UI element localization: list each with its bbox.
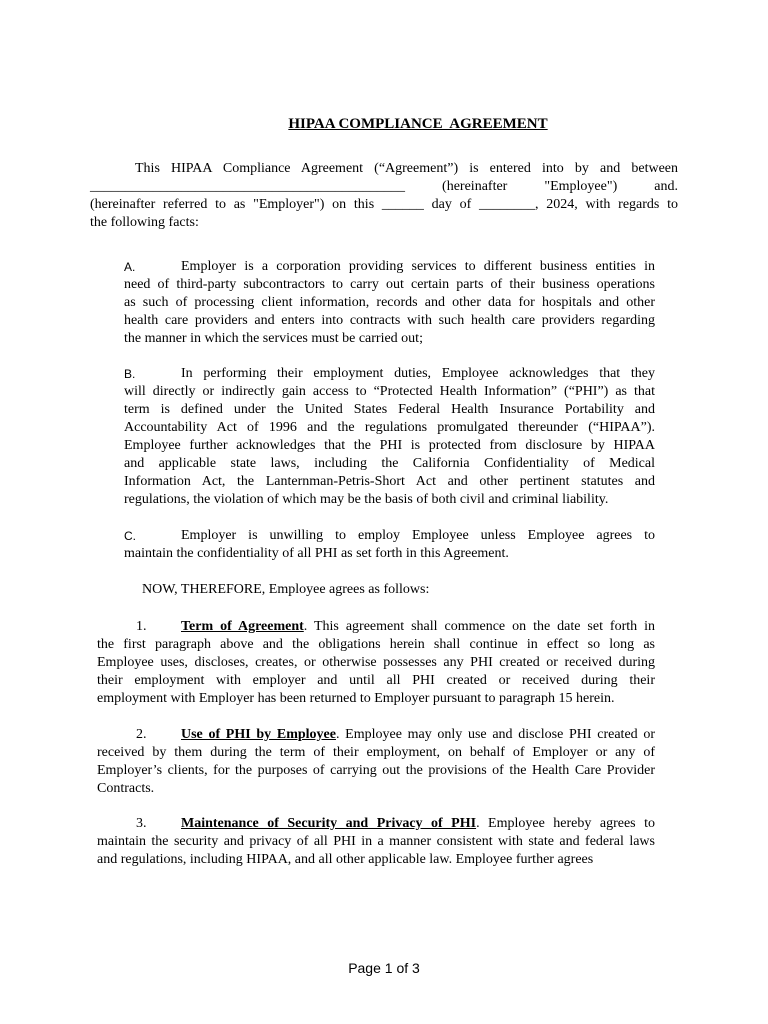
recital-b-line: Information Act, the Lanternman-Petris-Short Act and other pertinent statutes and bbox=[124, 474, 655, 489]
section-1-line: Employee uses, discloses, creates, or otherwise possesses any PHI created or received during bbox=[97, 655, 655, 670]
section-1-line: their employment with employer and until all PHI created or received during their bbox=[97, 673, 655, 688]
section-3-line: and regulations, including HIPAA, and all other applicable law. Employee further agrees bbox=[97, 852, 594, 867]
employee-name-blank: _____________________________________________ bbox=[90, 179, 405, 194]
section-2-heading: Use of PHI by Employee bbox=[181, 727, 336, 742]
section-2-line: Contracts. bbox=[97, 781, 155, 796]
recital-b-line: Employee further acknowledges that the PHI is protected from disclosure by HIPAA bbox=[124, 438, 655, 453]
intro-line-4: the following facts: bbox=[90, 215, 199, 230]
section-1-first-line bbox=[181, 618, 655, 636]
section-1-line: employment with Employer has been returned to Employer pursuant to paragraph 15 herein. bbox=[97, 691, 615, 706]
recital-a-line: as such of processing client information, records and other data for hospitals and other bbox=[124, 295, 655, 310]
therefore-clause: NOW, THEREFORE, Employee agrees as follows: bbox=[142, 582, 430, 597]
intro-line-1: This HIPAA Compliance Agreement (“Agreement”) is entered into by and between bbox=[135, 161, 678, 176]
recital-c-line: Employer is unwilling to employ Employee unless Employee agrees to bbox=[181, 528, 655, 543]
section-3-number: 3. bbox=[136, 816, 147, 831]
section-2-number: 2. bbox=[136, 727, 147, 742]
intro-line-3: (hereinafter referred to as "Employer") on this ______ day of ________, 2024, with regards to bbox=[90, 197, 678, 212]
section-2-line: received by them during the term of their employment, on behalf of Employer or any of bbox=[97, 745, 655, 760]
recital-b-label: B. bbox=[124, 367, 136, 381]
section-2-line: Employer’s clients, for the purposes of carrying out the provisions of the Health Care Provider bbox=[97, 763, 655, 778]
recital-b-line: In performing their employment duties, Employee acknowledges that they bbox=[181, 366, 655, 381]
recital-b-line: Accountability Act of 1996 and the regulations promulgated thereunder (“HIPAA”). bbox=[124, 420, 655, 435]
section-3-line: maintain the security and privacy of all PHI in a manner consistent with state and federal laws bbox=[97, 834, 655, 849]
recital-b-line: will directly or indirectly gain access to “Protected Health Information” (“PHI”) as that bbox=[124, 384, 655, 399]
section-3-first-text: . Employee hereby agrees to bbox=[476, 816, 655, 831]
page-number-footer: Page 1 of 3 bbox=[348, 960, 420, 976]
section-1-line: the first paragraph above and the obligations herein shall continue in effect so long as bbox=[97, 637, 655, 652]
section-3-heading: Maintenance of Security and Privacy of PHI bbox=[181, 816, 477, 831]
recital-c-label: C. bbox=[124, 529, 136, 543]
section-2-first-text: . Employee may only use and disclose PHI created or bbox=[335, 727, 656, 742]
recital-a-line: Employer is a corporation providing services to different business entities in bbox=[181, 259, 655, 274]
section-1-heading: Term of Agreement bbox=[181, 619, 304, 634]
section-1-first-text: . This agreement shall commence on the date set forth in bbox=[303, 619, 655, 634]
recital-a-line: the manner in which the services must be carried out; bbox=[124, 331, 423, 346]
recital-b-line: regulations, the violation of which may be the basis of both civil and criminal liability. bbox=[124, 492, 609, 507]
section-3-first-line bbox=[181, 815, 655, 833]
recital-a-line: health care providers and enters into contracts with such health care providers regarding bbox=[124, 313, 655, 328]
intro-line-2 bbox=[90, 178, 678, 196]
section-2-first-line bbox=[181, 726, 655, 744]
recital-b-line: term is defined under the United States Federal Health Insurance Portability and bbox=[124, 402, 655, 417]
section-1-number: 1. bbox=[136, 619, 147, 634]
recital-a-label: A. bbox=[124, 260, 136, 274]
recital-b-line: and applicable state laws, including the California Confidentiality of Medical bbox=[124, 456, 655, 471]
title-container bbox=[0, 116, 768, 133]
document-title: HIPAA COMPLIANCE AGREEMENT bbox=[288, 116, 548, 132]
intro-line-2-text: (hereinafter "Employee") and. bbox=[442, 179, 678, 194]
recital-c-line: maintain the confidentiality of all PHI as set forth in this Agreement. bbox=[124, 546, 509, 561]
recital-a-line: need of third-party subcontractors to carry out certain parts of their business operations bbox=[124, 277, 655, 292]
